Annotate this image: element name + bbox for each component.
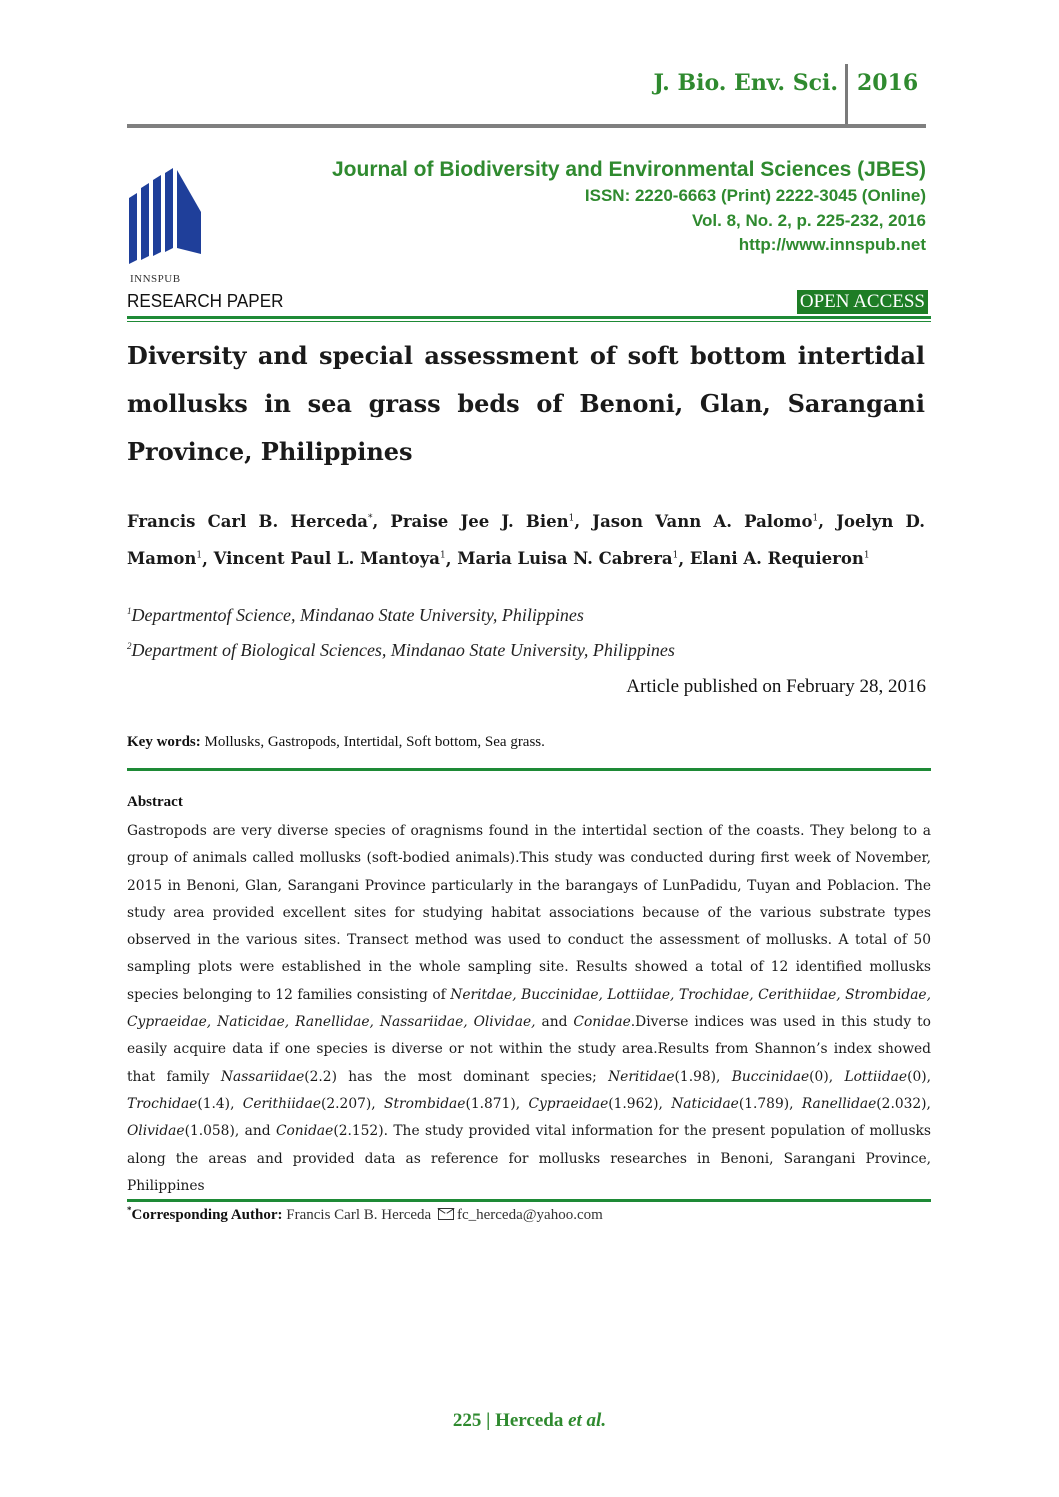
author-mark: 1 — [812, 513, 819, 523]
abstract-text: (1.962), — [608, 1095, 672, 1112]
running-header-journal: J. Bio. Env. Sci. — [653, 70, 838, 96]
running-header-year: 2016 — [857, 70, 919, 96]
paper-type: RESEARCH PAPER — [127, 291, 284, 311]
author-name: Jason Vann A. Palomo$^1$ — [592, 511, 819, 531]
abstract-text: (1.789), — [738, 1095, 802, 1112]
abstract-taxon: Conidae — [573, 1014, 631, 1031]
abstract-taxon: Conidae — [275, 1123, 334, 1140]
abstract-taxon: Trochidae — [127, 1095, 198, 1112]
abstract-text: (1.871), — [465, 1095, 529, 1112]
author-name: Maria Luisa N. Cabrera$^1$ — [457, 549, 679, 568]
journal-url[interactable]: http://www.innspub.net — [738, 235, 926, 254]
affiliation-2: $^2$Department of Biological Sciences, Mindanao State University, Philippines — [127, 640, 675, 660]
abstract-text: (1.4), — [197, 1095, 243, 1112]
keywords-label: Key words: — [127, 734, 201, 750]
keywords — [127, 734, 545, 751]
abstract-text: (2.207), — [321, 1095, 384, 1112]
affiliation-1: $^1$Departmentof Science, Mindanao State University, Philippines — [127, 605, 584, 625]
journal-name: Journal of Biodiversity and Environmental Sciences (JBES) — [332, 158, 926, 181]
abstract-text: (2.152). The study provided vital information for the present population of mollusks along the areas and provided data as reference for mollusks researches in Benoni, Sarangani Province, Philippines — [127, 1123, 931, 1194]
abstract-taxon: Lottiidae — [844, 1068, 908, 1085]
abstract-body — [127, 818, 931, 1200]
author-mark: 1 — [672, 550, 679, 561]
author-name: Joelyn D. Mamon$^1$ — [127, 511, 925, 568]
envelope-icon — [438, 1208, 454, 1220]
abstract-taxon: Neritdae, Buccinidae, Lottiidae, Trochidae, Cerithiidae, Strombidae, Cypraeidae, Naticidae, Ranellidae, Nassariidae, Olividae, — [127, 986, 931, 1031]
abstract-text: (2.2) has the most dominant species; — [304, 1068, 609, 1085]
header-divider — [845, 64, 848, 126]
page-number: 225 — [452, 1410, 482, 1431]
abstract-text: (0), — [809, 1068, 845, 1085]
author-mark: * — [367, 513, 373, 523]
abstract-text: and — [535, 1014, 574, 1031]
abstract-taxon: Cerithiidae — [242, 1095, 322, 1112]
footer-author: Herceda — [495, 1410, 564, 1431]
logo-books — [129, 168, 201, 264]
abstract-taxon: Olividae — [127, 1123, 185, 1140]
corresponding-author: *Corresponding Author: Francis Carl B. Herceda fc_herceda@yahoo.com — [127, 1205, 603, 1223]
rule-top — [127, 316, 931, 319]
journal-issn: ISSN: 2220-6663 (Print) 2222-3045 (Online) — [584, 186, 926, 205]
abstract-heading: Abstract — [127, 794, 183, 810]
open-access-badge: OPEN ACCESS — [797, 290, 928, 314]
author-mark: 1 — [196, 550, 203, 561]
author-list: Francis Carl B. Herceda*, Praise Jee J. Bien$^1$, Jason Vann A. Palomo$^1$, Joelyn D. Mamon$^1$, Vincent Paul L. Mantoya$^1$, Maria Luisa N. Cabrera$^1$, Elani A. Requieron$^1$ — [127, 511, 925, 568]
keywords-text: Mollusks, Gastropods, Intertidal, Soft bottom, Sea grass. — [204, 734, 545, 750]
author-name: Vincent Paul L. Mantoya$^1$ — [213, 549, 446, 568]
abstract-taxon: Buccinidae — [731, 1068, 810, 1085]
header-rule — [127, 124, 926, 128]
rule-bottom — [127, 1199, 931, 1202]
abstract-text: .Diverse indices was used in this study to easily acquire data if one species is diverse or not within the study area.Results from Shannon’s index showed that family — [127, 1014, 931, 1085]
author-mark: 1 — [439, 550, 446, 561]
rule-middle — [127, 768, 931, 771]
abstract-text: Gastropods are very diverse species of oragnisms found in the intertidal section of the coasts. They belong to a group of animals called mollusks (soft-bodied animals).This study was conducted during first week of November, 2015 in Benoni, Glan, Sarangani Province particularly in the barangays of LunPadidu, Tuyan and Poblacion. The study area provided excellent sites for studying habitat associations because of the various substrate types observed in the various sites. Transect method was used to conduct the assessment of mollusks. A total of 50 sampling plots were established in the whole sampling site. Results showed a total of 12 identified mollusks species belonging to 12 families consisting of — [127, 823, 931, 1003]
journal-volume: Vol. 8, No. 2, p. 225-232, 2016 — [691, 211, 926, 230]
author-name: Francis Carl B. Herceda* — [127, 511, 373, 531]
abstract-text: (2.032), — [876, 1095, 931, 1112]
abstract-taxon: Strombidae — [384, 1095, 466, 1112]
page-footer: 225 | Herceda et al. — [452, 1410, 607, 1431]
corresponding-email[interactable]: fc_herceda@yahoo.com — [456, 1207, 603, 1223]
author-mark: 1 — [863, 550, 870, 561]
paper-title: Diversity and special assessment of soft bottom intertidal mollusks in sea grass beds of Benoni, Glan, Sarangani Province, Philippines — [127, 341, 925, 466]
author-mark: 1 — [568, 513, 575, 523]
author-name: Praise Jee J. Bien$^1$ — [390, 511, 575, 531]
abstract-taxon: Naticidae — [671, 1095, 739, 1112]
abstract-text: (1.058), and — [184, 1123, 276, 1140]
logo-text: INNSPUB — [130, 273, 181, 285]
author-name: Elani A. Requieron$^1$ — [689, 549, 870, 568]
abstract-taxon: Nassariidae — [220, 1068, 305, 1085]
published-date: Article published on February 28, 2016 — [626, 676, 926, 697]
abstract-text: (1.98), — [674, 1068, 732, 1085]
abstract-taxon: Ranellidae — [801, 1095, 877, 1112]
corresponding-name: Francis Carl B. Herceda — [286, 1207, 432, 1223]
footer-etal: et al. — [568, 1410, 607, 1431]
abstract-taxon: Cypraeidae — [528, 1095, 609, 1112]
rule-top-thin — [127, 321, 931, 322]
innspub-logo-icon — [127, 168, 205, 276]
abstract-taxon: Neritidae — [608, 1068, 675, 1085]
abstract-text: (0), — [907, 1068, 931, 1085]
